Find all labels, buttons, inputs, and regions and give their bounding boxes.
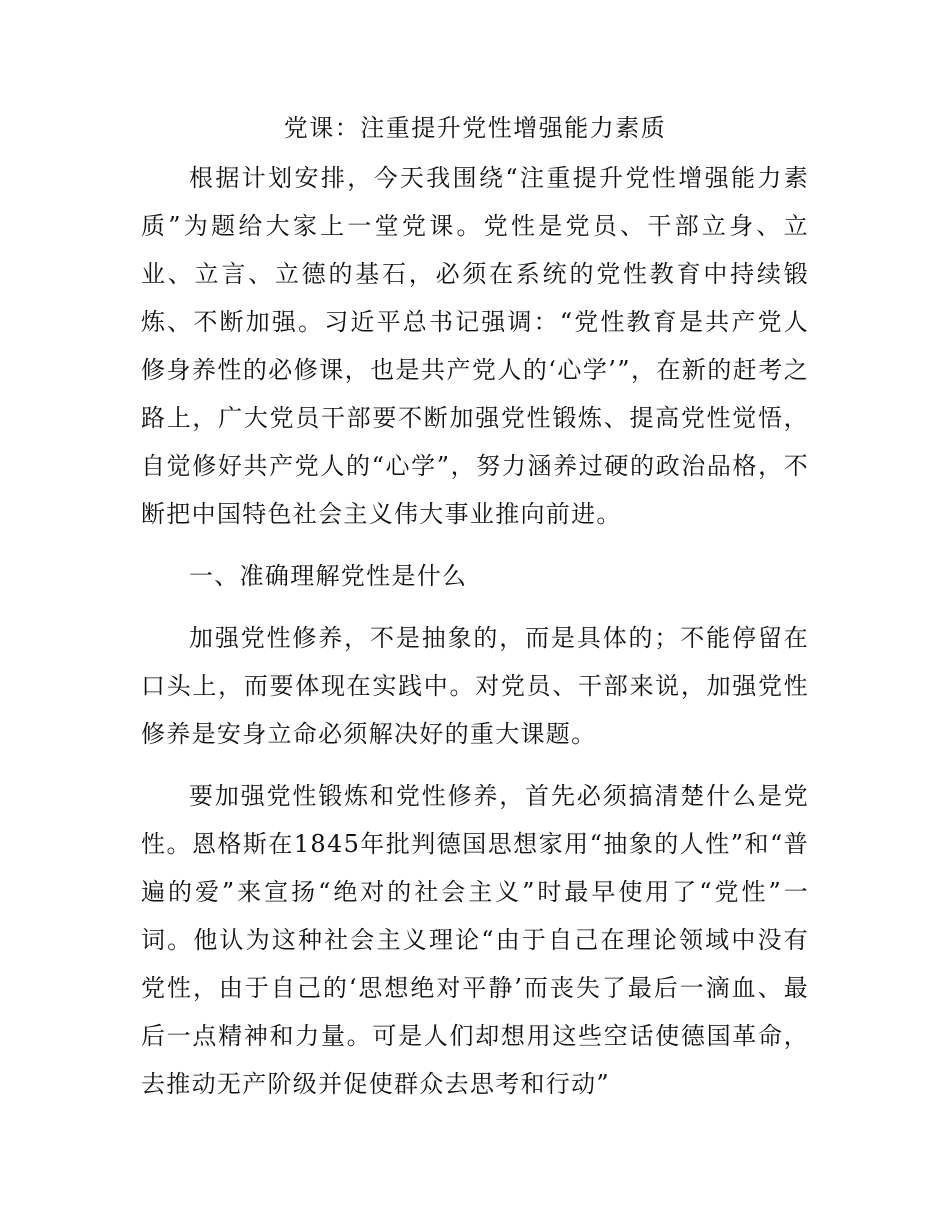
document-title: 党课：注重提升党性增强能力素质: [283, 114, 667, 142]
section-heading: 一、准确理解党性是什么: [189, 562, 468, 590]
body-paragraph: 要加强党性锻炼和党性修养，首先必须搞清楚什么是党性。恩格斯在1845年批判德国思想家用“抽象的人性”和“普遍的爱”来宣扬“绝对的社会主义”时最早使用了“党性”一词。他认为这种社会主义理论“由于自己在理论领域中没有党性，由于自己的‘思想绝对平静’而丧失了最后一滴血、最后一点精神和力量。可是人们却想用这些空话使德国革命，去推动无产阶级并促使群众去思考和行动”: [141, 782, 809, 1098]
document-body: [141, 104, 809, 1122]
body-paragraph: 加强党性修养，不是抽象的，而是具体的；不能停留在口头上，而要体现在实践中。对党员、干部来说，加强党性修养是安身立命必须解决好的重大课题。: [141, 624, 809, 748]
intro-paragraph: 根据计划安排，今天我围绕“注重提升党性增强能力素质”为题给大家上一堂党课。党性是党员、干部立身、立业、立言、立德的基石，必须在系统的党性教育中持续锻炼、不断加强。习近平总书记强调：“党性教育是共产党人修身养性的必修课，也是共产党人的‘心学’”，在新的赶考之路上，广大党员干部要不断加强党性锻炼、提高党性觉悟，自觉修好共产党人的“心学”，努力涵养过硬的政治品格，不断把中国特色社会主义伟大事业推向前进。: [141, 164, 809, 528]
